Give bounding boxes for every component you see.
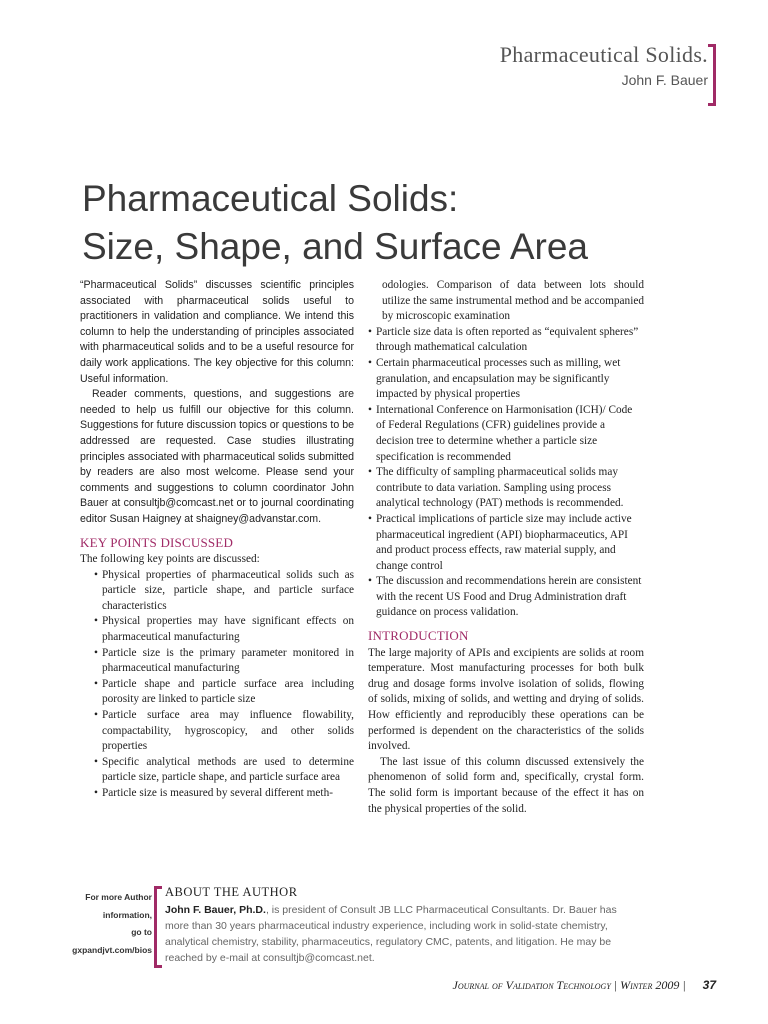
page-number: 37: [702, 978, 716, 992]
list-item-continuation: odologies. Comparison of data between lots should utilize the same instrumental method and be accompanied by microscopic examination: [382, 279, 644, 323]
list-item: • Specific analytical methods are used to determine particle size, particle shape, and particle surface area: [80, 755, 354, 786]
author-bio: [165, 902, 635, 966]
footer-separator: |: [682, 978, 686, 992]
author-bio-text: , is president of Consult JB LLC Pharmaceutical Consultants. Dr. Bauer has more than 30 years pharmaceutical industry experience, including work in solid-state chemistry, analytical chemistry, stability, pharmaceutics, regulatory CMC, patents, and litigation. He may be reached by e-mail at consultjb@comcast.net.: [165, 904, 617, 964]
header-author: John F. Bauer: [621, 72, 708, 88]
author-info-link[interactable]: [60, 889, 152, 959]
more-info-line: go to: [131, 927, 152, 937]
article-title-line2: Size, Shape, and Surface Area: [82, 225, 589, 267]
list-item: • Certain pharmaceutical processes such as milling, wet granulation, and encapsulation may be significantly impacted by physical properties: [368, 356, 644, 403]
column-title: Pharmaceutical Solids.: [499, 42, 708, 67]
footer-separator: |: [613, 978, 621, 992]
running-header: [500, 42, 708, 88]
about-author-box: [165, 885, 635, 966]
issue-date: Winter 2009: [620, 978, 680, 992]
right-column: [368, 278, 644, 817]
list-item: • The difficulty of sampling pharmaceutical solids may contribute to data variation. Sampling using process analytical technology (PAT) methods is recommended.: [368, 465, 644, 512]
list-item: • International Conference on Harmonisation (ICH)/ Code of Federal Regulations (CFR) guidelines provide a decision tree to determine whether a particle size specification is recommended: [368, 403, 644, 465]
key-points-heading: KEY POINTS DISCUSSED: [80, 534, 234, 550]
header-bracket-decoration: [708, 44, 716, 106]
author-bracket-decoration: [154, 886, 162, 968]
more-info-url[interactable]: gxpandjvt.com/bios: [72, 944, 152, 955]
intro-paragraph: “Pharmaceutical Solids” discusses scientific principles associated with pharmaceutical solids useful to practitioners in validation and compliance. We intend this column to help the understanding of principles associated with pharmaceutical solids and to be a useful resource for daily work applications. The key objective for this column: Useful information.: [80, 279, 354, 385]
key-points-list-left: [80, 568, 354, 802]
page-footer: [453, 978, 716, 993]
intro-paragraph: Reader comments, questions, and suggestions are needed to help us fulfill our objective for this column. Suggestions for future discussion topics or questions to be addressed are requested. Case studies illustrating principles associated with pharmaceutical solids submitted by readers are also most welcome. Please send your comments and suggestions to column coordinator John Bauer at consultjb@comcast.net or to journal coordinating editor Susan Haigney at shaigney@advanstar.com.: [80, 388, 354, 525]
more-info-line: information,: [102, 909, 152, 920]
list-item: • Particle surface area may influence flowability, compactability, hygroscopicy, and other solids properties: [80, 708, 354, 755]
list-item: • Particle size data is often reported as “equivalent spheres” through mathematical calculation: [368, 325, 644, 356]
key-points-lead: The following key points are discussed:: [80, 553, 260, 566]
author-name: John F. Bauer, Ph.D.: [165, 904, 266, 916]
list-item: • Particle size is the primary parameter monitored in pharmaceutical manufacturing: [80, 646, 354, 677]
introduction-paragraph: The last issue of this column discussed extensively the phenomenon of solid form and, specifically, crystal form. The solid form is important because of the effect it has on the physical properties of the solid.: [368, 755, 644, 815]
list-item: • The discussion and recommendations herein are consistent with the recent US Food and Drug Administration draft guidance on process validation.: [368, 574, 644, 621]
article-title-line1: Pharmaceutical Solids:: [82, 177, 459, 219]
list-item: • Physical properties may have significant effects on pharmaceutical manufacturing: [80, 614, 354, 645]
left-column: [80, 278, 354, 802]
introduction-paragraph: The large majority of APIs and excipients are solids at room temperature. Most manufacturing processes for both bulk drug and dosage forms involve isolation of solids, flowing of solids, mixing of solids, and wetting and drying of solids. How efficiently and reproducibly these operations can be performed is dependent on the characteristics of the solids involved.: [368, 646, 644, 753]
key-points-list-right: [368, 325, 644, 621]
article-title: [82, 175, 702, 271]
journal-name: Journal of Validation Technology: [452, 978, 611, 992]
about-author-heading: ABOUT THE AUTHOR: [165, 885, 298, 899]
list-item: • Particle size is measured by several different meth-: [80, 786, 354, 802]
list-item: • Practical implications of particle size may include active pharmaceutical ingredient (API) biopharmaceutics, API and product process effects, raw material supply, and change control: [368, 512, 644, 574]
introduction-heading: INTRODUCTION: [368, 628, 469, 644]
list-item: • Particle shape and particle surface area including porosity are linked to particle size: [80, 677, 354, 708]
more-info-line: For more Author: [85, 892, 152, 902]
list-item: • Physical properties of pharmaceutical solids such as particle size, particle shape, and particle surface characteristics: [80, 568, 354, 615]
